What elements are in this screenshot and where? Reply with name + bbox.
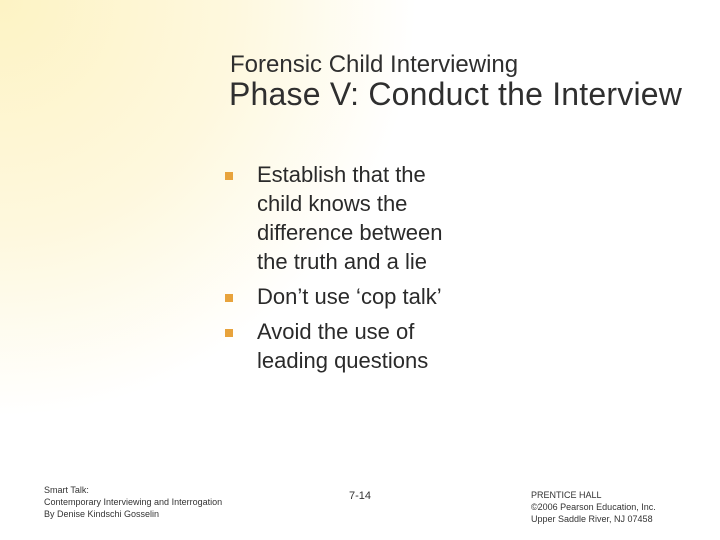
footer-publisher-line: Upper Saddle River, NJ 07458 [531, 514, 653, 524]
footer-publisher [531, 489, 656, 525]
bullet-item [252, 317, 452, 375]
footer-book-line: Smart Talk: [44, 485, 89, 495]
bullet-text: Establish that the child knows the difference between the truth and a lie [257, 162, 443, 274]
square-bullet-icon [225, 172, 233, 180]
page-number: 7-14 [349, 490, 372, 502]
slide-kicker: Forensic Child Interviewing [230, 51, 519, 78]
footer-book-line: Contemporary Interviewing and Interrogation [44, 497, 223, 507]
square-bullet-icon [225, 294, 233, 302]
bullet-list [252, 160, 452, 381]
bullet-item [252, 160, 452, 276]
bullet-text: Avoid the use of leading questions [257, 319, 429, 373]
bullet-text: Don’t use ‘cop talk’ [257, 284, 442, 309]
footer-book-line: By Denise Kindschi Gosselin [44, 509, 160, 519]
slide-title: Phase V: Conduct the Interview [229, 76, 683, 112]
bullet-item [252, 282, 452, 311]
square-bullet-icon [225, 329, 233, 337]
footer-book-credit [44, 484, 222, 520]
footer-publisher-line: PRENTICE HALL [531, 490, 602, 500]
footer-publisher-line: ©2006 Pearson Education, Inc. [531, 502, 656, 512]
